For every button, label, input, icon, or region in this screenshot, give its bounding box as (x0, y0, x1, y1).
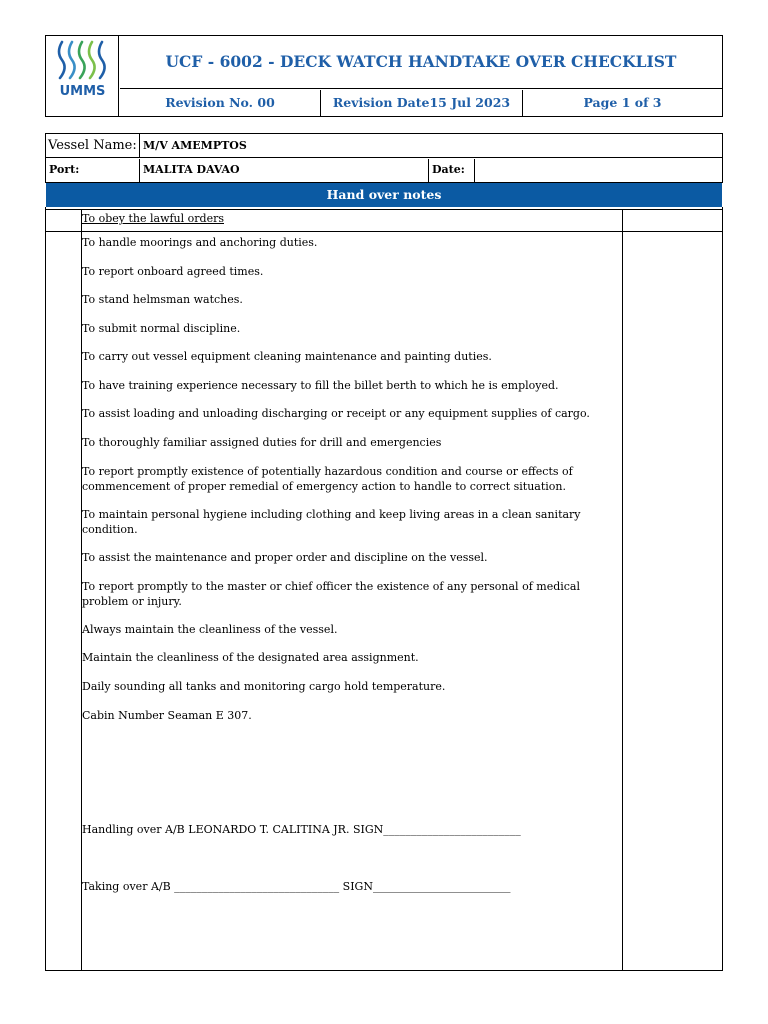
note-item: To thoroughly familiar assigned duties for drill and emergencies (82, 436, 442, 449)
vessel-label: Vessel Name: (46, 134, 140, 158)
note-item: To have training experience necessary to fill the billet berth to which he is employed. (82, 379, 559, 392)
note-item: To stand helmsman watches. (82, 293, 243, 306)
handing-over-signature: Handling over A/B LEONARDO T. CALITINA JR. SIGN_________________________ (82, 823, 521, 836)
note-item: Maintain the cleanliness of the designated area assignment. (82, 651, 419, 664)
section-header: Hand over notes (46, 183, 722, 207)
note-item: To report onboard agreed times. (82, 265, 264, 278)
right-column-divider (622, 209, 623, 971)
note-item: To assist the maintenance and proper order and discipline on the vessel. (82, 551, 488, 564)
note-item: To assist loading and unloading discharging or receipt or any equipment supplies of cargo. (82, 407, 590, 420)
first-note: To obey the lawful orders (82, 212, 224, 225)
logo (46, 36, 119, 116)
note-item: To handle moorings and anchoring duties. (82, 236, 318, 249)
note-item: To maintain personal hygiene including clothing and keep living areas in a clean sanitary condition. (82, 508, 581, 536)
note-item: Cabin Number Seaman E 307. (82, 709, 252, 722)
port-value: MALITA DAVAO (140, 159, 429, 182)
note-item: To report promptly to the master or chief officer the existence of any personal of medical problem or injury. (82, 580, 580, 608)
logo-text: UMMS (59, 84, 106, 99)
vessel-name-value: M/V AMEMPTOS (140, 134, 722, 158)
document-title: UCF - 6002 - DECK WATCH HANDTAKE OVER CHECKLIST (120, 36, 722, 89)
page-number: Page 1 of 3 (583, 95, 662, 110)
note-item: To submit normal discipline. (82, 322, 241, 335)
taking-over-signature: Taking over A/B ______________________________ SIGN_________________________ (82, 880, 511, 893)
waves-icon (46, 36, 119, 84)
note-item: To report promptly existence of potentially hazardous condition and course or effects of commencement of proper remedial of emergency action to handle to correct situation. (82, 465, 573, 493)
port-label: Port: (46, 159, 140, 182)
note-item: Always maintain the cleanliness of the vessel. (82, 623, 338, 636)
date-label: Date: (429, 159, 475, 182)
note-item: Daily sounding all tanks and monitoring cargo hold temperature. (82, 680, 446, 693)
revision-date: Revision Date15 Jul 2023 (321, 90, 523, 116)
date-value (475, 159, 722, 182)
note-item: To carry out vessel equipment cleaning maintenance and painting duties. (82, 350, 492, 363)
revision-number: Revision No. 00 (120, 90, 321, 116)
